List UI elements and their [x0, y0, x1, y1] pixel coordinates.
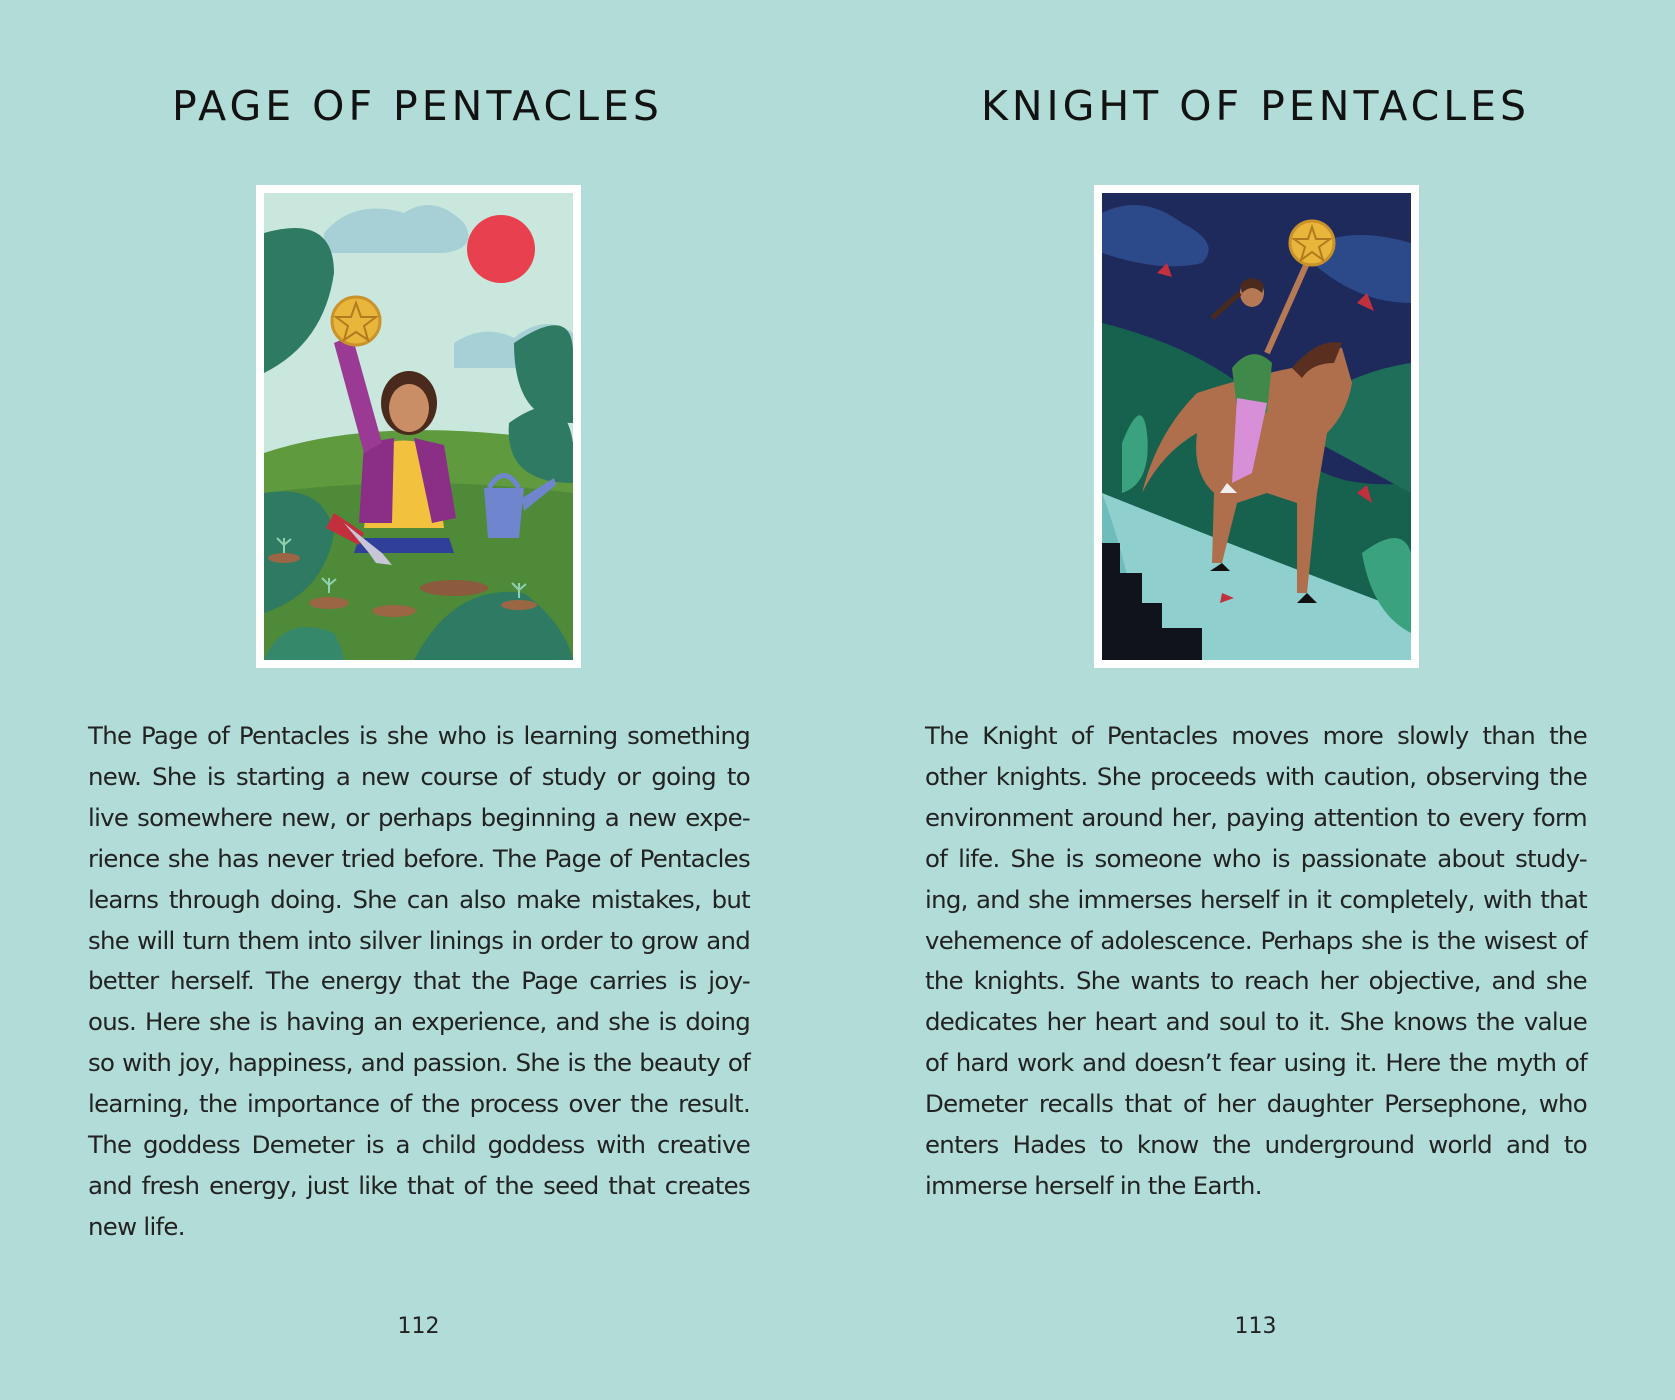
knight-of-pentacles-card [1094, 185, 1419, 668]
page-title: KNIGHT OF PENTACLES [980, 82, 1531, 130]
page-of-pentacles-illustration [264, 193, 573, 660]
left-page [0, 0, 837, 1400]
knight-of-pentacles-illustration [1102, 193, 1411, 660]
right-page [837, 0, 1674, 1400]
page-title: PAGE OF PENTACLES [172, 82, 663, 130]
page-number: 112 [397, 1314, 440, 1339]
page-number: 113 [1234, 1314, 1277, 1339]
page-body-text: The Page of Pentacles is she who is learning something new. She is starting a new course of study or going to live somewhere new, or perhaps beginning a new expe-rience she has never tried before. The Page of Pentacles learns through doing. She can also make mistakes, but she will turn them into silver linings in order to grow and better herself. The energy that the Page carries is joy-ous. Here she is having an experience, and she is doing so with joy, happiness, and passion. She is the beauty of learning, the importance of the process over the result. The goddess Demeter is a child goddess with creative and fresh energy, just like that of the seed that creates new life. [88, 721, 750, 1241]
page-of-pentacles-card [256, 185, 581, 668]
page-body-text: The Knight of Pentacles moves more slowly than the other knights. She proceeds with caution, observing the environment around her, paying attention to every form of life. She is someone who is passionate about study-ing, and she immerses herself in it completely, with that vehemence of adolescence. Perhaps she is the wisest of the knights. She wants to reach her objective, and she dedicates her heart and soul to it. She knows the value of hard work and doesn’t fear using it. Here the myth of Demeter recalls that of her daughter Persephone, who enters Hades to know the underground world and to immerse herself in the Earth. [925, 721, 1587, 1200]
